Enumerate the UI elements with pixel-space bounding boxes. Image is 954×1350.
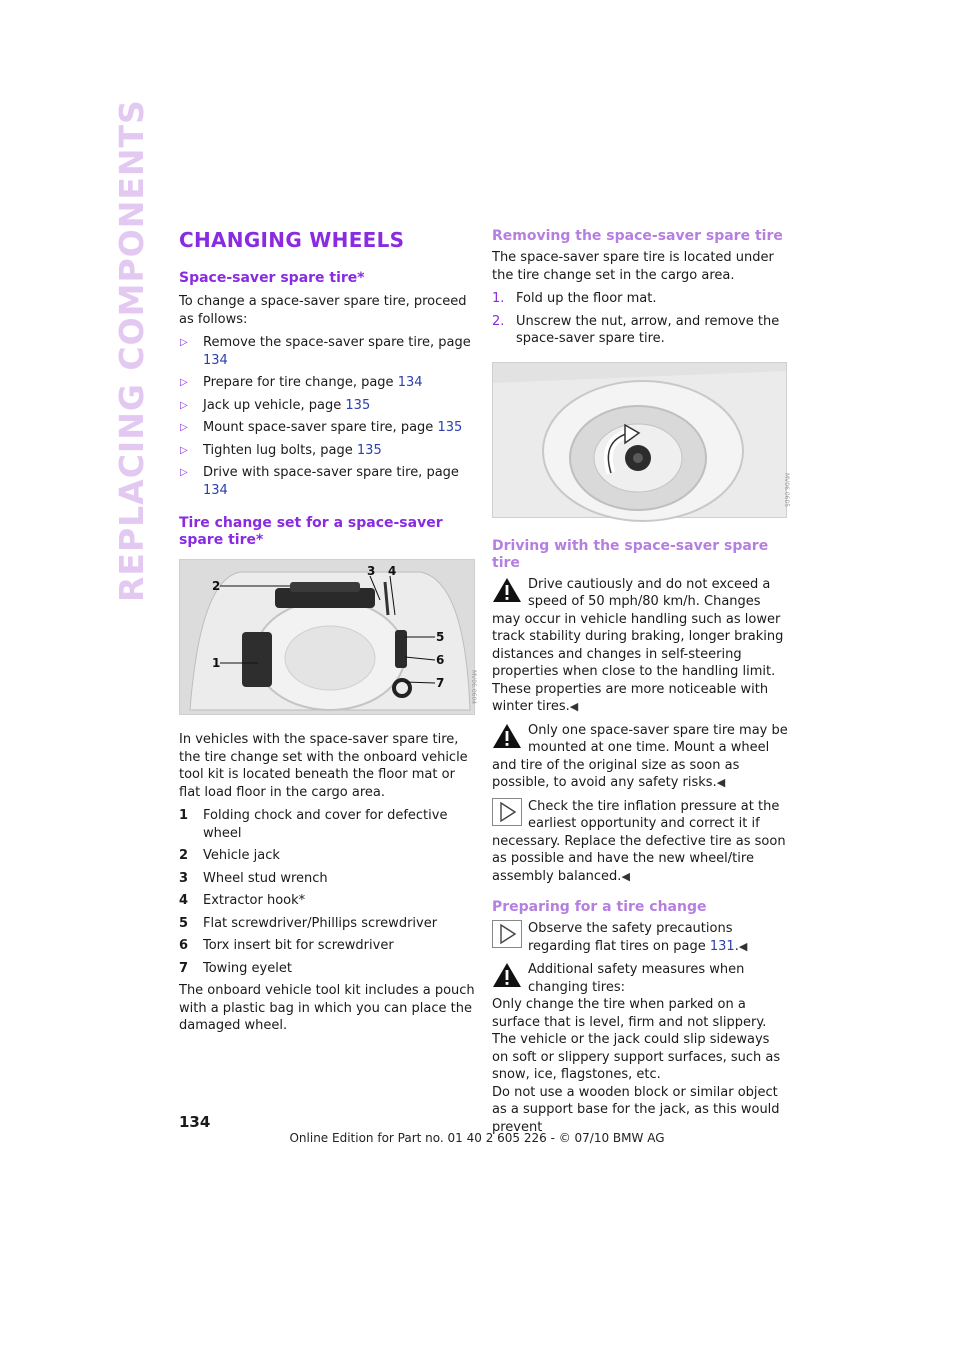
triangle-right-icon: ▷ — [180, 467, 188, 478]
warning-note-additional: Additional safety measures when changing tires: Only change the tire when parked on a surface that is level, firm and not slippery. The vehicle or the jack could slip sideways on soft or slippery support surfaces, such as snow, ice, flagstones, etc. Do not use a wooden block or similar object as a support base for the jack, as this would prevent — [492, 961, 788, 1136]
list-item: 6 Torx insert bit for screwdriver — [179, 938, 394, 953]
section-title-driving: Driving with the space-saver spare tire — [492, 537, 769, 571]
chapter-side-title: REPLACING COMPONENTS — [112, 99, 151, 602]
warning-paragraph: Only change the tire when parked on a surface that is level, firm and not slippery. — [492, 997, 767, 1030]
triangle-right-icon: ▷ — [180, 399, 188, 411]
figure-code: MV06.0604 — [470, 670, 477, 705]
list-item: ▷ Jack up vehicle, page 135 — [180, 397, 371, 413]
spare-tire-illustration — [493, 363, 786, 517]
tire-change-set-description: In vehicles with the space-saver spare tire, the tire change set with the onboard vehicle tool kit is located beneath the floor mat or flat load floor in the cargo area. — [179, 732, 468, 800]
spare-tire-figure — [492, 362, 790, 518]
callout-2: 2 — [212, 579, 221, 593]
warning-paragraph: Do not use a wooden block or similar object as a support base for the jack, as this would prevent — [492, 1084, 780, 1135]
figure-code: MV06.0605 — [783, 472, 790, 507]
triangle-right-icon: ▷ — [180, 337, 188, 348]
warning-triangle-icon — [492, 576, 522, 604]
page-link[interactable]: 134 — [203, 482, 228, 498]
page-link[interactable]: 134 — [203, 352, 228, 368]
list-item: ▷ Drive with space-saver spare tire, page 134 — [180, 465, 459, 498]
callout-4: 4 — [388, 564, 397, 578]
page-link[interactable]: 134 — [397, 375, 423, 390]
info-note-inflation: Check the tire inflation pressure at the earliest opportunity and correct it if necessary. Replace the defective tire as soon as possible and have the new wheel/tire assembly balanced.◀ — [492, 798, 786, 884]
note-play-icon — [492, 798, 522, 826]
warning-triangle-icon — [492, 722, 522, 750]
list-item: 5 Flat screwdriver/Phillips screwdriver — [179, 915, 438, 931]
list-item: ▷ Prepare for tire change, page 134 — [180, 375, 423, 390]
tire-change-set-figure — [179, 559, 475, 715]
callout-6: 6 — [436, 653, 445, 667]
section-title-tire-change-set: Tire change set for a space-saver spare tire* — [179, 515, 443, 548]
list-item: 1 Folding chock and cover for defective wheel — [179, 808, 448, 841]
page-link[interactable]: 131 — [709, 938, 735, 954]
list-item: ▷ Remove the space-saver spare tire, page 134 — [180, 335, 471, 368]
warning-paragraph: The vehicle or the jack could slip sideways on soft or slippery support surfaces, such as snow, ice, flagstones, etc. — [492, 1032, 781, 1082]
info-note-safety: Observe the safety precautions regarding flat tires on page 131.◀ — [492, 920, 788, 955]
warning-note-one-spare: Only one space-saver spare tire may be mounted at one time. Mount a wheel and tire of the original size as soon as possible, to avoid any safety risks.◀ — [492, 722, 788, 790]
list-item: 4 Extractor hook* — [179, 893, 306, 908]
left-column — [179, 228, 475, 1041]
page-link[interactable]: 135 — [437, 420, 463, 435]
list-item: 2. Unscrew the nut, arrow, and remove the space-saver spare tire. — [492, 313, 780, 346]
warning-note-speed: Drive cautiously and do not exceed a speed of 50 mph/80 km/h. Changes may occur in vehicle handling such as lower track stability during braking, longer braking distances and changes in self-steering properties when close to the handling limit. These properties are more noticeable with winter tires.◀ — [492, 576, 784, 714]
section-title-space-saver: Space-saver spare tire* — [179, 270, 365, 286]
page-heading: CHANGING WHEELS — [179, 228, 405, 252]
triangle-right-icon: ▷ — [180, 422, 188, 433]
section-title-preparing: Preparing for a tire change — [492, 899, 707, 915]
callout-5: 5 — [436, 630, 445, 644]
footer-edition: Online Edition for Part no. 01 40 2 605 226 - © 07/10 BMW AG — [289, 1131, 665, 1145]
closing-text: The onboard vehicle tool kit includes a pouch with a plastic bag in which you can place the damaged wheel. — [179, 983, 475, 1033]
list-item: 2 Vehicle jack — [179, 848, 280, 863]
callout-7: 7 — [436, 676, 445, 690]
procedure-list — [179, 334, 475, 499]
parts-list — [179, 807, 475, 977]
trunk-tool-kit-illustration — [180, 560, 474, 714]
removing-steps — [492, 290, 788, 348]
section-title-removing: Removing the space-saver spare tire — [492, 228, 783, 244]
list-item: ▷ Tighten lug bolts, page 135 — [180, 442, 382, 458]
right-column — [492, 228, 788, 1142]
list-item: 3 Wheel stud wrench — [179, 870, 328, 886]
page-link[interactable]: 135 — [356, 442, 382, 458]
list-item: ▷ Mount space-saver spare tire, page 135 — [180, 420, 463, 435]
list-item: 7 Towing eyelet — [179, 960, 292, 976]
triangle-right-icon: ▷ — [180, 377, 188, 388]
note-play-icon — [492, 920, 522, 948]
page-number: 134 — [179, 1113, 211, 1131]
callout-3: 3 — [367, 564, 376, 578]
callout-1: 1 — [212, 656, 221, 670]
page-link[interactable]: 135 — [345, 397, 371, 413]
removing-text: The space-saver spare tire is located under the tire change set in the cargo area. — [492, 250, 774, 283]
section-intro: To change a space-saver spare tire, proceed as follows: — [179, 294, 467, 327]
warning-triangle-icon — [492, 961, 522, 989]
list-item: 1. Fold up the floor mat. — [492, 291, 657, 306]
triangle-right-icon: ▷ — [180, 444, 188, 456]
